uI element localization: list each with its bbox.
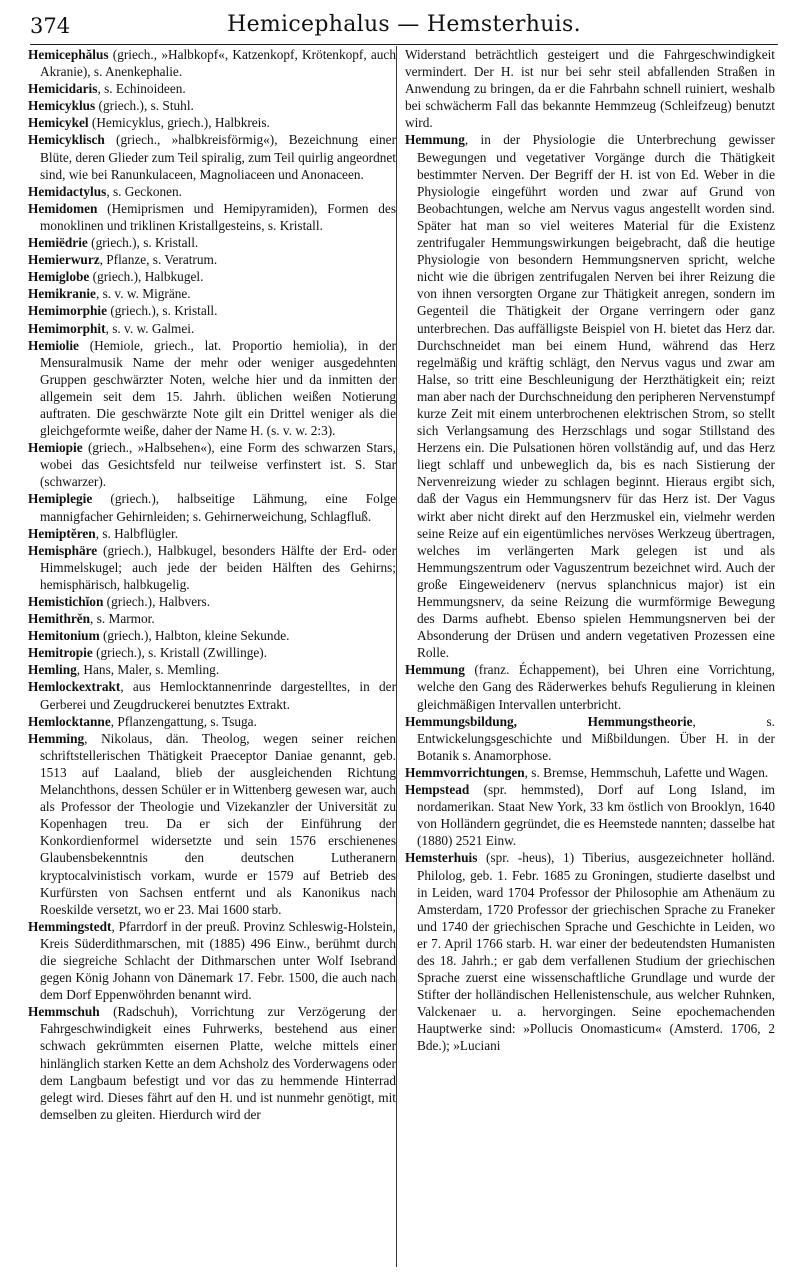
entry-headword: Hemmung xyxy=(405,132,465,148)
entry-headword: Hemiplegie xyxy=(28,491,93,507)
entry-headword: Hemisphäre xyxy=(28,542,98,558)
entry-text: , s. Echinoideen. xyxy=(97,81,186,97)
entry-headword: Hemmungsbildung, Hemmungstheorie xyxy=(405,713,693,729)
dictionary-entry xyxy=(28,251,396,268)
entry-headword: Hemlocktanne xyxy=(28,713,111,729)
dictionary-entry xyxy=(28,593,396,610)
left-column xyxy=(28,46,396,1267)
dictionary-entry xyxy=(28,627,396,644)
entry-headword: Hempstead xyxy=(405,782,470,798)
entry-text: , in der Physiologie die Unterbrechung gewisser Bewegungen und vegetativer Vorgänge durch die Thätigkeit bestimmter Nerven. Der Begriff der H. ist von Ed. Weber in die Physiologie eingeführt worden und zwar auf Grund von Beobachtungen, welche am Nervus vagus angestellt worden sind. Später hat man so viel weiteres Material für die Existenz zentrifugaler Hemmungswirkungen beigebracht, daß die heutige Physiologie von besondern Hemmungsnerven spricht, welche nicht wie die übrigen zentrifugalen Nerven bei ihrer Reizung die von ihnen versorgten Organe zur Thätigkeit anregen, sondern im Gegenteil die Thätigkeit der Organe verringern oder ganz unterbrechen. Das auffälligste Beispiel von H. bietet das Herz dar. Durchschneidet man bei einem Hund, während das Herz regelmäßig und kräftig schlägt, den Nervus vagus und zwar am Halse, so tritt eine Beschleunigung der Herzthätigkeit ein; reizt man aber nach der Durchschneidung den peripheren Nervenstumpf kurze Zeit mit einem unterbrochenen elektrischen Strom, so stellt sich Verlangsamung des Herzschlags und sogar Stillstand des Herzens ein. Die Pulsationen hören vollständig auf, und das Herz liegt schlaff und unbeweglich da, bis es nach Sistierung der Nervenreizung wieder zu schlagen beginnt. Hieraus ergibt sich, daß der Vagus ein Hemmungsnerv für das Herz ist. Der Vagus wirkt aber nicht direkt auf den Herzmuskel ein, vielmehr werden seine Reize auf ein eigentümliches nervöses Werkzeug übertragen, welches im verlängerten Mark gelegen ist und als Hemmungszentrum oder Vaguszentrum bezeichnet wird. Auch der große Eingeweidenerv (nervus splanchnicus major) ist ein Hemmungsnerv, da seine Reizung die wurmförmige Bewegung des Darms aufhebt. Ebenso spielen Hemmungsnerven bei der Absonderung der Drüsen und andern vegetativen Prozessen eine Rolle. xyxy=(417,132,775,661)
dictionary-entry xyxy=(28,542,396,593)
entry-text: (griech.), s. Kristall (Zwillinge). xyxy=(92,645,268,661)
dictionary-entry xyxy=(28,661,396,678)
running-title: Hemicephalus — Hemsterhuis. xyxy=(227,12,581,37)
dictionary-entry xyxy=(28,97,396,114)
entry-text: , Pflanze, s. Veratrum. xyxy=(99,252,218,268)
entry-text: (spr. hemmsted), Dorf auf Long Island, im nordamerikan. Staat New York, 33 km östlich von Brooklyn, 1640 von Holländern gegründet, die es Heemstede nannten; dasselbe hat (1880) 2521 Einw. xyxy=(417,782,775,849)
dictionary-entry xyxy=(405,46,775,131)
entry-headword: Hemimorphit xyxy=(28,320,106,336)
dictionary-entry xyxy=(28,678,396,712)
page-header xyxy=(30,8,778,45)
entry-headword: Hemiglobe xyxy=(28,269,90,285)
entry-headword: Hemiopie xyxy=(28,440,83,456)
entry-text: (griech.), halbseitige Lähmung, eine Folge mannigfacher Gehirnleiden; s. Gehirnerweichung, Schlagfluß. xyxy=(40,491,396,524)
entry-headword: Hemsterhuis xyxy=(405,850,478,866)
entry-text: , Nikolaus, dän. Theolog, wegen seiner reichen schriftstellerischen Thätigkeit Praeceptor Daniae genannt, geb. 1513 auf Laaland, blieb der ausgleichenden Richtung Melanchthons, dessen Schüler er in Wittenberg gewesen war, auch als Professor der Theologie und Vizekanzler der Universität zu Kopenhagen treu. Da er sich der Einführung der Konkordienformel widersetzte und sein 1576 erschienenes Glaubensbekenntnis den deutschen Lutheranern kryptocalvinistisch vorkam, wurde er 1579 auf Betrieb des Kurfürsten von Sachsen entfernt und als Kanonikus nach Roeskilde versetzt, wo er 23. Mai 1600 starb. xyxy=(40,730,396,917)
entry-text: (griech.), s. Kristall. xyxy=(107,303,218,319)
dictionary-entry xyxy=(28,320,396,337)
entry-headword: Hemitropie xyxy=(28,645,93,661)
right-column xyxy=(405,46,775,1267)
dictionary-entry xyxy=(28,490,396,524)
entry-text: , s. Entwickelungsgeschichte und Mißbildungen. Über H. in der Botanik s. Anamorphose. xyxy=(417,713,775,763)
entry-text: , s. Halbflügler. xyxy=(95,525,179,541)
dictionary-entry xyxy=(405,849,775,1054)
dictionary-entry xyxy=(28,713,396,730)
entry-headword: Hemithrěn xyxy=(28,611,91,627)
entry-text: , s. v. w. Migräne. xyxy=(95,286,191,302)
dictionary-entry xyxy=(28,302,396,319)
dictionary-entry xyxy=(28,114,396,131)
entry-text: (griech., »halbkreisförmig«), Bezeichnung einer Blüte, deren Glieder zum Teil spiralig, zum Teil quirlig angeordnet sind, wie bei Ranunkulaceen, Magnoliaceen und Anonaceen. xyxy=(40,132,396,182)
dictionary-entry xyxy=(405,131,775,661)
column-divider xyxy=(396,46,397,1267)
entry-headword: Hemidomen xyxy=(28,200,98,216)
entry-text: , s. v. w. Galmei. xyxy=(105,320,195,336)
entry-headword: Hemidactylus xyxy=(28,183,107,199)
entry-text: (griech.), Halbvers. xyxy=(103,594,211,609)
page-number: 374 xyxy=(30,14,71,38)
entry-text: (griech.), Halbton, kleine Sekunde. xyxy=(99,628,290,644)
dictionary-entry xyxy=(28,46,396,80)
dictionary-entry xyxy=(28,918,396,1003)
entry-headword: Hemierwurz xyxy=(28,252,100,268)
entry-headword: Hemistichĭon xyxy=(28,594,104,609)
dictionary-entry xyxy=(28,183,396,200)
dictionary-entry xyxy=(28,730,396,918)
entry-text: , Pfarrdorf in der preuß. Provinz Schleswig-Holstein, Kreis Süderdithmarschen, mit (1885) 496 Einw., berühmt durch die siegreiche Schlacht der Dithmarschen unter Wolf Isebrand gegen König Johann von Dänemark 17. Febr. 1500, die auch nach dem Dorf Eppenwöhrden benannt wird. xyxy=(40,918,396,1003)
dictionary-entry xyxy=(28,439,396,490)
entry-text: (griech.), Halbkugel, besonders Hälfte der Erd- oder Himmelskugel; auch jede der beiden Hälften des Gehirns; hemisphärisch, halbkugelig. xyxy=(40,542,396,592)
entry-text: (Hemiole, griech., lat. Proportio hemiolia), in der Mensuralmusik Name der mehr oder weniger ausgedehnten Gruppen geschwärzter Noten, welche hier und da inmitten der allgemein seit dem 15. Jahrh. üblichen weißen Notierung auftraten. Die geschwärzte Note gilt ein Drittel weniger als die gleichgeformte weiße, daher der Name H. (s. v. w. 2:3). xyxy=(40,337,396,439)
entry-headword: Hemiptěren xyxy=(28,525,96,541)
entry-text: , s. Marmor. xyxy=(90,611,155,627)
entry-text: (Hemiprismen und Hemipyramiden), Formen des monoklinen und triklinen Kristallgesteins, s. Kristall. xyxy=(40,200,396,233)
entry-headword: Hemmingstedt xyxy=(28,918,112,934)
entry-text: , s. Geckonen. xyxy=(106,183,183,199)
entry-headword: Hemitonium xyxy=(28,628,100,644)
dictionary-entry xyxy=(28,234,396,251)
dictionary-entry xyxy=(28,644,396,661)
entry-text: (griech.), s. Stuhl. xyxy=(95,98,194,114)
entry-text: (Hemicyklus, griech.), Halbkreis. xyxy=(88,115,270,131)
entry-headword: Hemming xyxy=(28,730,85,746)
dictionary-entry xyxy=(405,781,775,849)
dictionary-entry xyxy=(405,713,775,764)
entry-headword: Hemimorphie xyxy=(28,303,108,319)
entry-text: (griech., »Halbsehen«), eine Form des schwarzen Stars, wobei das Gesichtsfeld nur teilweise verfinstert ist. S. Star (schwarzer). xyxy=(40,440,396,490)
entry-headword: Hemicidaris xyxy=(28,81,98,97)
entry-text: (spr. -heus), 1) Tiberius, ausgezeichneter holländ. Philolog, geb. 1. Febr. 1685 zu Groningen, studierte daselbst und in Leiden, ward 1704 Professor der Philosophie am Athenäum zu Amsterdam, 1720 Professor der griechischen Sprache zu Franeker und 1740 der griechischen Sprache und Geschichte in Leiden, wo er 7. April 1766 starb. H. war einer der bedeutendsten Humanisten des 18. Jahrh.; er gab dem verfallenen Studium der griechischen Sprache zuerst eine wissenschaftliche Grundlage und wurde der Stifter der holländischen Hellenistenschule, aus welcher Ruhnken, Valckenaer u. a. hervorgingen. Seine epochemachenden Hauptwerke sind: »Pollucis Onomasticum« (Amsterd. 1706, 2 Bde.); »Luciani xyxy=(417,850,775,1054)
entry-headword: Hemikranie xyxy=(28,286,96,302)
entry-text: (franz. Échappement), bei Uhren eine Vorrichtung, welche den Gang des Räderwerkes behufs Regulierung in kleinen gleichmäßigen Intervallen unterbricht. xyxy=(417,662,775,712)
dictionary-entry xyxy=(28,525,396,542)
entry-headword: Hemling xyxy=(28,662,77,678)
entry-headword: Hemicephălus xyxy=(28,47,109,62)
entry-text: Widerstand beträchtlich gesteigert und die Fahrgeschwindigkeit vermindert. Der H. ist nur bei sehr steil abfallenden Straßen in Anwendung zu bringen, da er die Fahrbahn schnell ruiniert, weshalb bei schwächerm Fall das bekannte Hemmzeug (Schleifzeug) benutzt wird. xyxy=(405,47,775,131)
entry-text: , aus Hemlocktannenrinde dargestelltes, in der Gerberei und Zeugdruckerei benutztes Extrakt. xyxy=(40,679,396,712)
entry-text: (Radschuh), Vorrichtung zur Verzögerung der Fahrgeschwindigkeit eines Fuhrwerks, bestehend aus einer schwach gekrümmten eisernen Platte, welche mittels einer hinlänglich starken Kette an dem Achsholz des Vorderwagens oder dem Langbaum befestigt und vor das zu hemmende Hinterrad gelegt wird. Dieses fährt auf den H. und ist nunmehr genötigt, mit demselben zu gleiten. Hierdurch wird der xyxy=(40,1004,396,1122)
dictionary-entry xyxy=(28,80,396,97)
dictionary-entry xyxy=(28,131,396,182)
entry-headword: Hemlockextrakt xyxy=(28,679,121,695)
entry-headword: Hemiëdrie xyxy=(28,235,88,251)
entry-text: , s. Bremse, Hemmschuh, Lafette und Wagen. xyxy=(524,764,769,780)
dictionary-entry xyxy=(28,610,396,627)
entry-headword: Hemiolie xyxy=(28,337,79,353)
dictionary-entry xyxy=(28,337,396,440)
entry-headword: Hemmschuh xyxy=(28,1004,100,1020)
dictionary-entry xyxy=(405,661,775,712)
entry-headword: Hemmung xyxy=(405,662,465,678)
dictionary-entry xyxy=(28,268,396,285)
entry-text: (griech.), s. Kristall. xyxy=(87,235,199,251)
entry-headword: Hemicyklus xyxy=(28,98,96,114)
dictionary-entry xyxy=(28,285,396,302)
dictionary-entry xyxy=(28,1003,396,1123)
entry-text: , Pflanzengattung, s. Tsuga. xyxy=(110,713,257,729)
entry-headword: Hemicykel xyxy=(28,115,89,131)
dictionary-entry xyxy=(405,764,775,781)
entry-text: (griech.), Halbkugel. xyxy=(89,269,204,285)
entry-text: , Hans, Maler, s. Memling. xyxy=(76,662,220,678)
entry-headword: Hemmvorrichtungen xyxy=(405,764,525,780)
entry-text: (griech., »Halbkopf«, Katzenkopf, Krötenkopf, auch Akranie), s. Anenkephalie. xyxy=(40,47,396,80)
entry-headword: Hemicyklisch xyxy=(28,132,105,148)
dictionary-entry xyxy=(28,200,396,234)
